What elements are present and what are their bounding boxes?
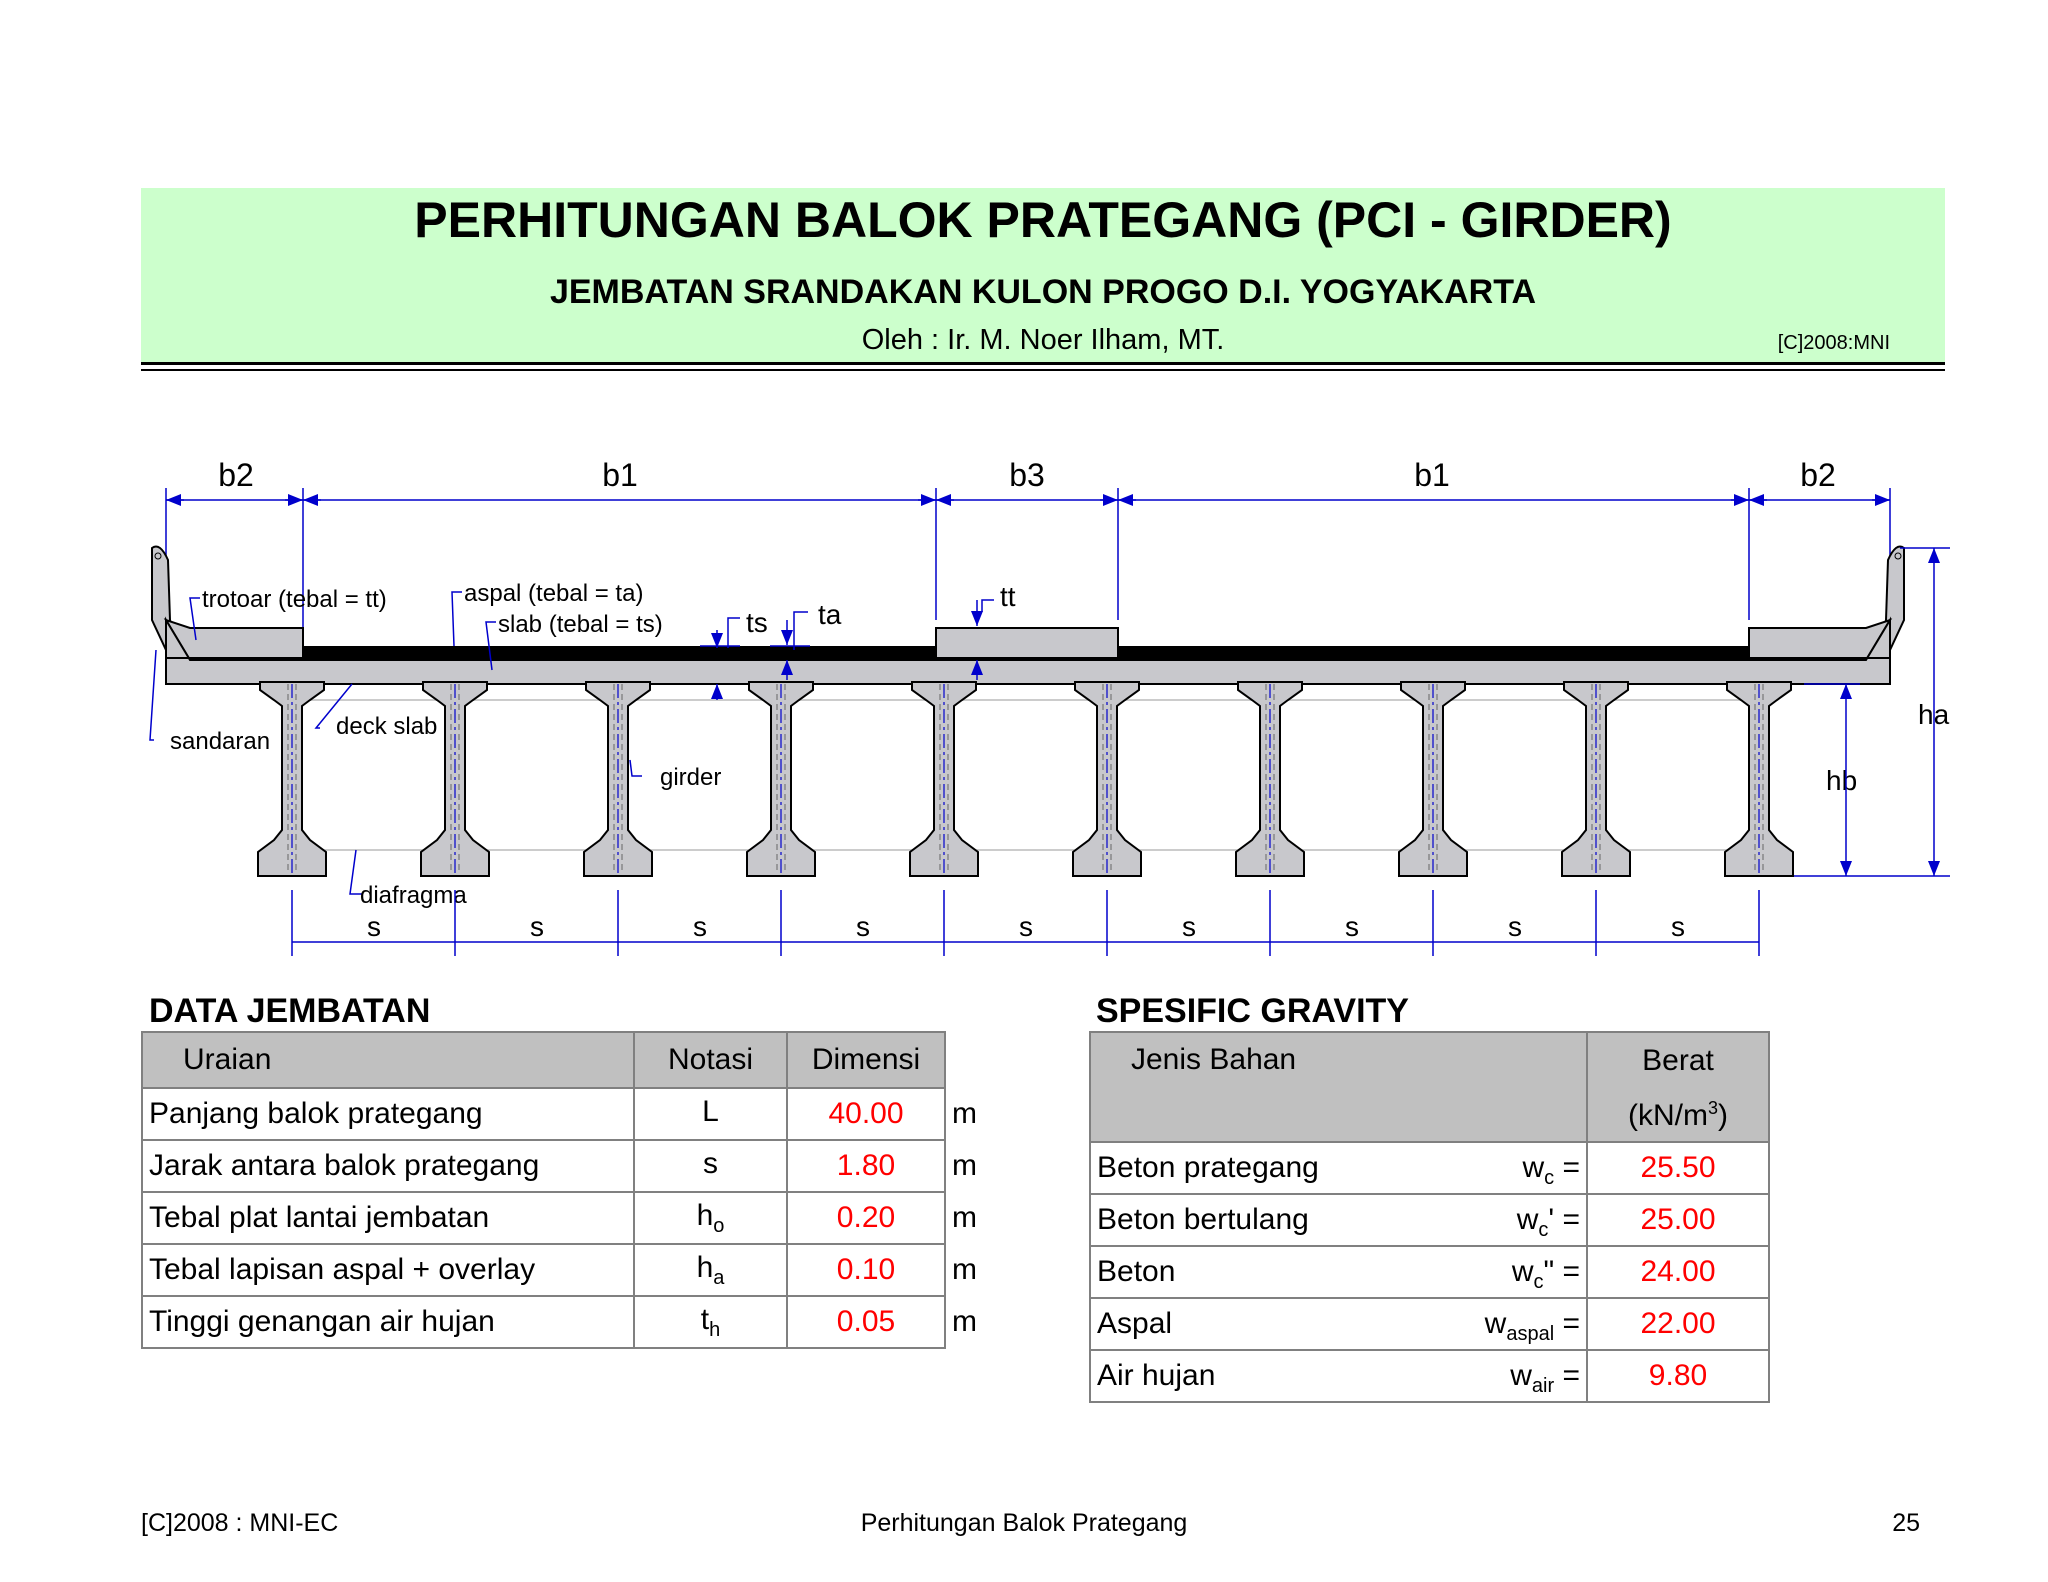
table-row	[1090, 1194, 1769, 1246]
row-dimensi: 0.20	[787, 1192, 945, 1244]
label-ta: ta	[818, 599, 842, 630]
row-bahan: Beton prategang $w_c$ =	[1090, 1142, 1587, 1194]
label-hb: hb	[1826, 765, 1858, 796]
row-bahan: Beton $w_c$" =	[1090, 1246, 1587, 1298]
table-row	[1090, 1298, 1769, 1350]
dim-label-b1-right: b1	[1414, 457, 1450, 493]
table-row	[142, 1296, 995, 1348]
page-subtitle: JEMBATAN SRANDAKAN KULON PROGO D.I. YOGYAKARTA	[549, 273, 1537, 311]
label-aspal: aspal (tebal = ta)	[464, 580, 644, 607]
row-value: 25.50	[1587, 1142, 1769, 1194]
dim-label-b2-right: b2	[1800, 457, 1836, 493]
diaphragm-lines	[296, 700, 1758, 850]
row-unit: m	[952, 1149, 977, 1182]
table-row	[142, 1244, 995, 1296]
footer-title: Perhitungan Balok Prategang	[860, 1509, 1188, 1537]
row-symbol: $w_{aspal}$ =	[1484, 1307, 1580, 1345]
row-bahan: Beton bertulang $w_c'$ =	[1090, 1194, 1587, 1246]
girder-9	[1562, 682, 1630, 876]
spesific-gravity-table	[1089, 1031, 1770, 1403]
header-notasi: Notasi	[634, 1032, 787, 1088]
top-dimension-extension-lines	[166, 488, 1890, 650]
dim-label-b2-left: b2	[218, 457, 254, 493]
row-uraian: Tinggi genangan air hujan	[142, 1296, 634, 1348]
girders	[258, 682, 1793, 876]
dim-label-b3: b3	[1009, 457, 1045, 493]
spacing-label: s	[1671, 911, 1685, 942]
row-unit: m	[952, 1253, 977, 1286]
table-row	[142, 1140, 995, 1192]
row-uraian: Panjang balok prategang	[142, 1088, 634, 1140]
row-bahan: Aspal $w_{aspal}$ =	[1090, 1298, 1587, 1350]
girder-3	[584, 682, 652, 876]
table-row	[1090, 1350, 1769, 1402]
page-number: 25	[1892, 1509, 1920, 1537]
header-uraian: Uraian	[142, 1032, 634, 1088]
spesific-gravity-title: SPESIFIC GRAVITY	[1096, 992, 1409, 1030]
spacing-label: s	[1182, 911, 1196, 942]
row-uraian: Jarak antara balok prategang	[142, 1140, 634, 1192]
header-jenis-bahan: Jenis Bahan	[1090, 1032, 1587, 1142]
row-notasi: L	[634, 1088, 787, 1140]
spacing-label: s	[693, 911, 707, 942]
top-dimension-labels	[218, 457, 1836, 493]
label-diafragma: diafragma	[360, 882, 467, 909]
table-header-row	[142, 1032, 995, 1088]
row-value: 22.00	[1587, 1298, 1769, 1350]
row-dimensi: 40.00	[787, 1088, 945, 1140]
header-dimensi: Dimensi	[787, 1032, 945, 1088]
header-spacer	[945, 1032, 995, 1088]
row-unit: m	[952, 1097, 977, 1130]
spacing-label: s	[1345, 911, 1359, 942]
label-tt: tt	[1000, 581, 1016, 612]
row-notasi: s	[634, 1140, 787, 1192]
header-copyright: [C]2008:MNI	[1777, 332, 1890, 354]
row-symbol: $w_c$" =	[1511, 1255, 1580, 1293]
label-sandaran: sandaran	[170, 728, 271, 755]
table-row	[1090, 1142, 1769, 1194]
row-symbol: $w_c'$ =	[1516, 1203, 1580, 1241]
row-symbol: $w_c$ =	[1522, 1151, 1580, 1189]
girder-6	[1073, 682, 1141, 876]
asphalt-right	[1118, 646, 1749, 658]
label-girder: girder	[660, 764, 722, 791]
page-title: PERHITUNGAN BALOK PRATEGANG (PCI - GIRDER)	[414, 192, 1672, 248]
data-jembatan-title: DATA JEMBATAN	[149, 992, 431, 1030]
spacing-label: s	[367, 911, 381, 942]
author-line: Oleh : Ir. M. Noer Ilham, MT.	[861, 324, 1225, 356]
asphalt-left	[303, 646, 936, 658]
girder-2	[421, 682, 489, 876]
spacing-labels	[367, 911, 1685, 942]
data-jembatan-table	[141, 1031, 996, 1349]
spacing-label: s	[1019, 911, 1033, 942]
table-header-row	[1090, 1032, 1769, 1089]
label-slab: slab (tebal = ts)	[498, 611, 663, 638]
row-dimensi: 0.05	[787, 1296, 945, 1348]
row-uraian: Tebal lapisan aspal + overlay	[142, 1244, 634, 1296]
header-berat: Berat	[1587, 1032, 1769, 1089]
median	[936, 628, 1118, 658]
table-row	[142, 1192, 995, 1244]
row-unit: m	[952, 1305, 977, 1338]
footer-copyright: [C]2008 : MNI-EC	[141, 1509, 339, 1537]
girder-10	[1725, 682, 1793, 876]
table-row	[142, 1088, 995, 1140]
header-unit: $(kN/m^3)$	[1587, 1089, 1769, 1142]
row-bahan: Air hujan $w_{air}$ =	[1090, 1350, 1587, 1402]
label-ts: ts	[746, 607, 768, 638]
spacing-label: s	[856, 911, 870, 942]
row-unit: m	[952, 1201, 977, 1234]
girder-8	[1399, 682, 1467, 876]
label-deck-slab: deck slab	[336, 713, 438, 740]
row-value: 9.80	[1587, 1350, 1769, 1402]
girder-1	[258, 682, 326, 876]
row-notasi: $t_h$	[634, 1296, 787, 1348]
table-row	[1090, 1246, 1769, 1298]
spacing-label: s	[530, 911, 544, 942]
row-symbol: $w_{air}$ =	[1510, 1359, 1580, 1397]
girder-7	[1236, 682, 1304, 876]
row-uraian: Tebal plat lantai jembatan	[142, 1192, 634, 1244]
dim-label-b1-left: b1	[602, 457, 638, 493]
row-value: 24.00	[1587, 1246, 1769, 1298]
girder-5	[910, 682, 978, 876]
label-ha: ha	[1918, 699, 1950, 730]
row-notasi: $h_a$	[634, 1244, 787, 1296]
row-dimensi: 1.80	[787, 1140, 945, 1192]
girder-4	[747, 682, 815, 876]
row-dimensi: 0.10	[787, 1244, 945, 1296]
spacing-label: s	[1508, 911, 1522, 942]
row-notasi: $h_o$	[634, 1192, 787, 1244]
label-trotoar: trotoar (tebal = tt)	[202, 586, 387, 613]
row-value: 25.00	[1587, 1194, 1769, 1246]
